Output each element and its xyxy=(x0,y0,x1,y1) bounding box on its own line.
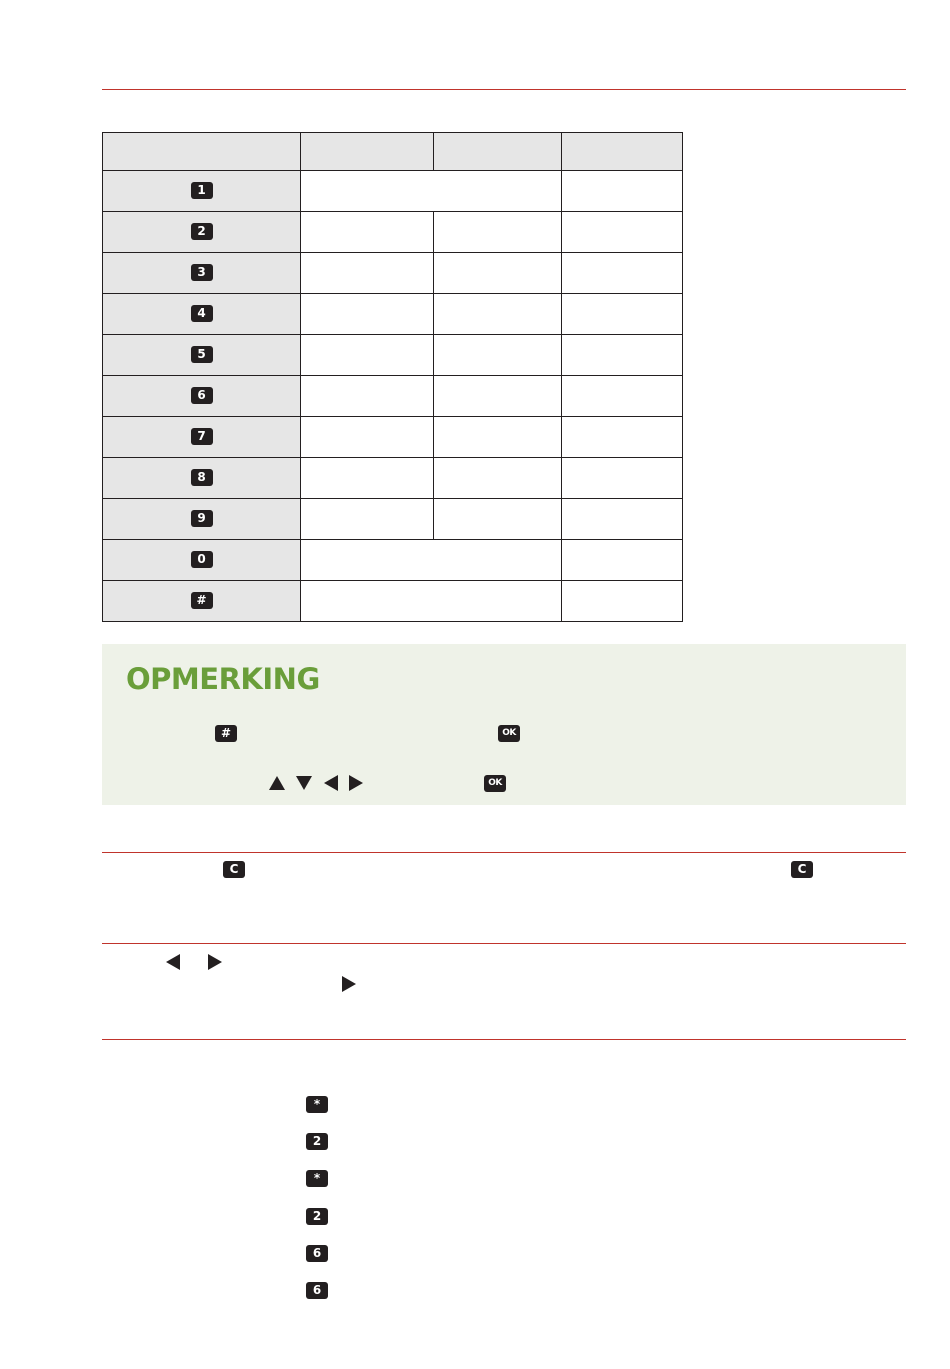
star-key-icon: * xyxy=(306,1170,328,1187)
table-cell xyxy=(301,171,562,212)
table-row xyxy=(103,335,683,376)
table-cell xyxy=(301,294,434,335)
table-row xyxy=(103,540,683,581)
table-cell xyxy=(301,540,562,581)
key-cell xyxy=(103,253,301,294)
table-row xyxy=(103,417,683,458)
table-row xyxy=(103,376,683,417)
key-cell xyxy=(103,499,301,540)
key-cell xyxy=(103,581,301,622)
key-cell xyxy=(103,171,301,212)
key-cell xyxy=(103,376,301,417)
ok-key-icon: OK xyxy=(484,775,506,792)
table-cell xyxy=(562,171,683,212)
table-row xyxy=(103,581,683,622)
header-cell-2 xyxy=(301,133,434,171)
key-8-icon: 8 xyxy=(191,469,213,486)
key-9-icon: 9 xyxy=(191,510,213,527)
star-key-icon: * xyxy=(306,1096,328,1113)
top-rule xyxy=(102,89,906,90)
table-row xyxy=(103,458,683,499)
arrow-right-icon xyxy=(349,775,363,791)
section-rule xyxy=(102,943,906,944)
ok-key-icon: OK xyxy=(498,725,520,742)
arrow-left-icon xyxy=(166,954,180,970)
table-cell xyxy=(434,417,562,458)
key-6-icon: 6 xyxy=(306,1245,328,1262)
note-box xyxy=(102,644,906,805)
key-7-icon: 7 xyxy=(191,428,213,445)
header-cell-4 xyxy=(562,133,683,171)
table-cell xyxy=(301,335,434,376)
hash-key-icon: # xyxy=(215,725,237,742)
key-2-icon: 2 xyxy=(191,223,213,240)
table-cell xyxy=(562,335,683,376)
arrow-down-icon xyxy=(296,776,312,790)
key-hash-icon: # xyxy=(191,592,213,609)
table-row xyxy=(103,294,683,335)
key-2-icon: 2 xyxy=(306,1133,328,1150)
table-cell xyxy=(301,417,434,458)
table-cell xyxy=(562,499,683,540)
table-row xyxy=(103,499,683,540)
table-cell xyxy=(434,458,562,499)
table-cell xyxy=(562,540,683,581)
key-4-icon: 4 xyxy=(191,305,213,322)
table-cell xyxy=(434,376,562,417)
section-rule xyxy=(102,852,906,853)
table-cell xyxy=(562,581,683,622)
table-cell xyxy=(434,253,562,294)
table-cell xyxy=(301,212,434,253)
key-table xyxy=(102,132,683,622)
table-row xyxy=(103,212,683,253)
table-row xyxy=(103,171,683,212)
key-3-icon: 3 xyxy=(191,264,213,281)
clear-key-icon: C xyxy=(223,861,245,878)
table-cell xyxy=(562,458,683,499)
key-1-icon: 1 xyxy=(191,182,213,199)
table-cell xyxy=(301,376,434,417)
table-cell xyxy=(562,212,683,253)
table-header-row xyxy=(103,133,683,171)
key-6-icon: 6 xyxy=(306,1282,328,1299)
table-cell xyxy=(434,294,562,335)
table-cell xyxy=(301,458,434,499)
table-cell xyxy=(301,581,562,622)
key-2-icon: 2 xyxy=(306,1208,328,1225)
clear-key-icon: C xyxy=(791,861,813,878)
table-cell xyxy=(562,376,683,417)
header-cell-3 xyxy=(434,133,562,171)
section-rule xyxy=(102,1039,906,1040)
key-0-icon: 0 xyxy=(191,551,213,568)
arrow-right-icon xyxy=(208,954,222,970)
table-cell xyxy=(434,212,562,253)
arrow-left-icon xyxy=(324,775,338,791)
table-cell xyxy=(301,499,434,540)
table-cell xyxy=(434,335,562,376)
key-cell xyxy=(103,212,301,253)
key-cell xyxy=(103,335,301,376)
key-cell xyxy=(103,458,301,499)
header-cell-key xyxy=(103,133,301,171)
key-cell xyxy=(103,540,301,581)
table-cell xyxy=(434,499,562,540)
note-title: OPMERKING xyxy=(126,662,320,696)
table-cell xyxy=(562,417,683,458)
table-cell xyxy=(562,294,683,335)
table-cell xyxy=(562,253,683,294)
key-cell xyxy=(103,294,301,335)
key-5-icon: 5 xyxy=(191,346,213,363)
arrow-right-icon xyxy=(342,976,356,992)
key-cell xyxy=(103,417,301,458)
table-cell xyxy=(301,253,434,294)
arrow-up-icon xyxy=(269,776,285,790)
table-row xyxy=(103,253,683,294)
key-6-icon: 6 xyxy=(191,387,213,404)
